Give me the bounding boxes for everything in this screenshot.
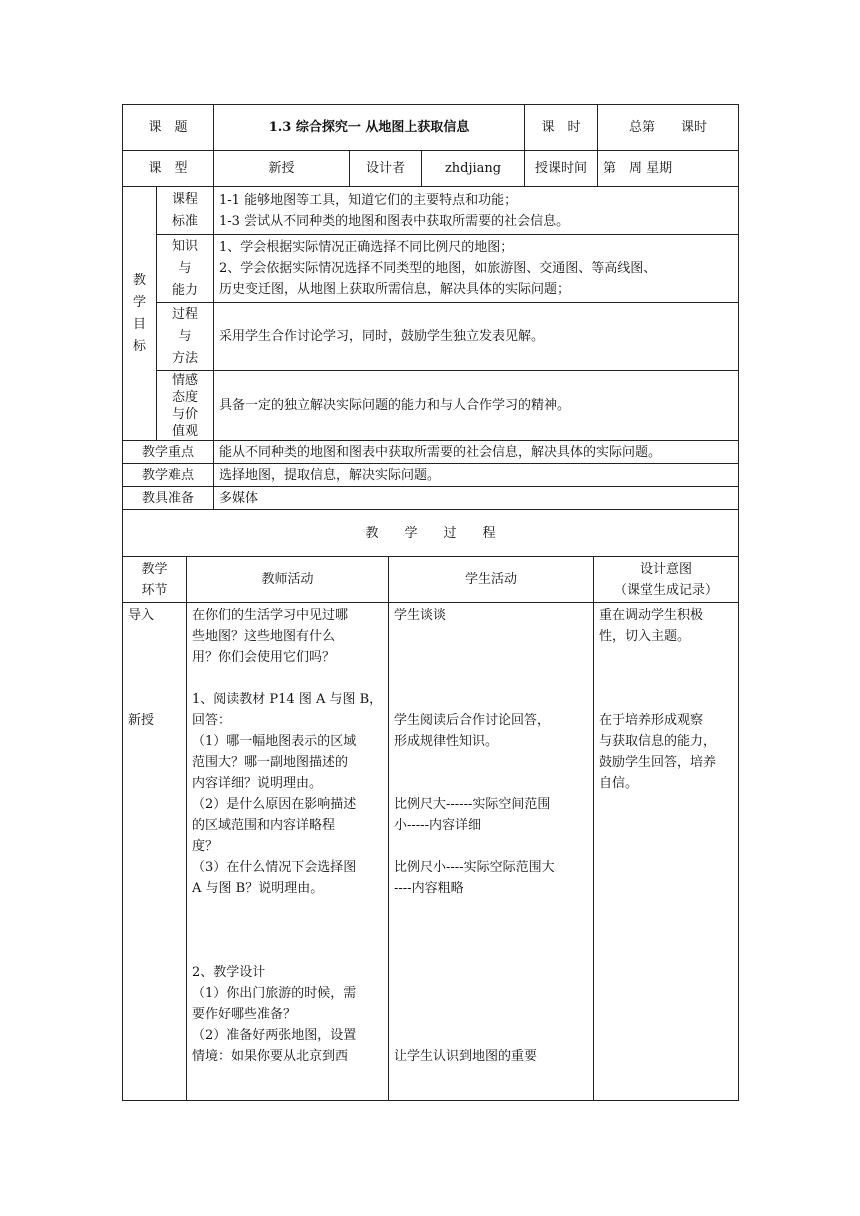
header-stage: 教学 环节 (123, 557, 187, 603)
time-label: 授课时间 (525, 151, 598, 187)
stage-new-lesson: 新授 (128, 713, 155, 728)
objectives-label: 教 学 目 标 (123, 187, 157, 441)
tools-value: 多媒体 (214, 487, 739, 510)
objective-sublabel-knowledge: 知识 与 能力 (157, 235, 214, 303)
header-design-intent: 设计意图 （课堂生成记录） (594, 557, 739, 603)
designer-label: 设计者 (350, 151, 422, 187)
period-value: 总第 课时 (598, 105, 739, 151)
type-label: 课 型 (123, 151, 214, 187)
objective-sublabel-process: 过程 与 方法 (157, 303, 214, 371)
lesson-plan-form (122, 104, 738, 1101)
difficulty-value: 选择地图，提取信息，解决实际问题。 (214, 464, 739, 487)
objective-standard-text: 1-1 能够地图等工具，知道它们的主要特点和功能； 1-3 尝试从不同种类的地图和图表中获取所需要的社会信息。 (214, 187, 739, 235)
header-teacher-activity: 教师活动 (187, 557, 389, 603)
lesson-header-table (122, 104, 739, 557)
topic-label: 课 题 (123, 105, 214, 151)
teacher-activity-cell: 在你们的生活学习中见过哪 些地图？这些地图有什么 用？你们会使用它们吗？ 1、阅读教材 P14 图 A 与图 B， 回答： （1）哪一幅地图表示的区域 范围大？哪一副地图描述的 内容详细？说明理由。 （2）是什么原因在影响描述 的区域范围和内容详略程 度？ （3）在什么情况下会选择图 A 与图 B？说明理由。 2、教学设计 （1）你出门旅游的时候，需 要作好哪些准备？ （2）准备好两张地图，设置 情境：如果你要从北京到西 (187, 603, 389, 1101)
key-point-value: 能从不同种类的地图和图表中获取所需要的社会信息，解决具体的实际问题。 (214, 441, 739, 464)
time-value: 第 周 星期 (598, 151, 739, 187)
objective-attitude-text: 具备一定的独立解决实际问题的能力和与人合作学习的精神。 (214, 371, 739, 441)
teaching-process-table (122, 556, 739, 1101)
design-intent-cell: 重在调动学生积极 性，切入主题。 在于培养形成观察 与获取信息的能力， 鼓励学生回答，培养 自信。 (594, 603, 739, 1101)
header-student-activity: 学生活动 (389, 557, 594, 603)
difficulty-label: 教学难点 (123, 464, 214, 487)
student-activity-cell: 学生谈谈 学生阅读后合作讨论回答， 形成规律性知识。 比例尺大------实际空间范围 小-----内容详细 比例尺小----实际空际范围大 ----内容粗略 让学生认识到地图的重要 (389, 603, 594, 1101)
stage-intro: 导入 (128, 608, 155, 623)
objective-process-text: 采用学生合作讨论学习，同时，鼓励学生独立发表见解。 (214, 303, 739, 371)
designer-value: zhdjiang (422, 151, 525, 187)
objective-sublabel-attitude: 情感 态度 与价 值观 (157, 371, 214, 441)
type-value: 新授 (214, 151, 350, 187)
objective-knowledge-text: 1、学会根据实际情况正确选择不同比例尺的地图； 2、学会依据实际情况选择不同类型的地图，如旅游图、交通图、等高线图、 历史变迁图，从地图上获取所需信息，解决具体的实际问题； (214, 235, 739, 303)
tools-label: 教具准备 (123, 487, 214, 510)
key-point-label: 教学重点 (123, 441, 214, 464)
stage-column (123, 603, 187, 1101)
process-title: 教 学 过 程 (123, 510, 739, 557)
topic-value: 1.3 综合探究一 从地图上获取信息 (214, 105, 525, 151)
objective-sublabel-standard: 课程 标准 (157, 187, 214, 235)
period-label: 课 时 (525, 105, 598, 151)
